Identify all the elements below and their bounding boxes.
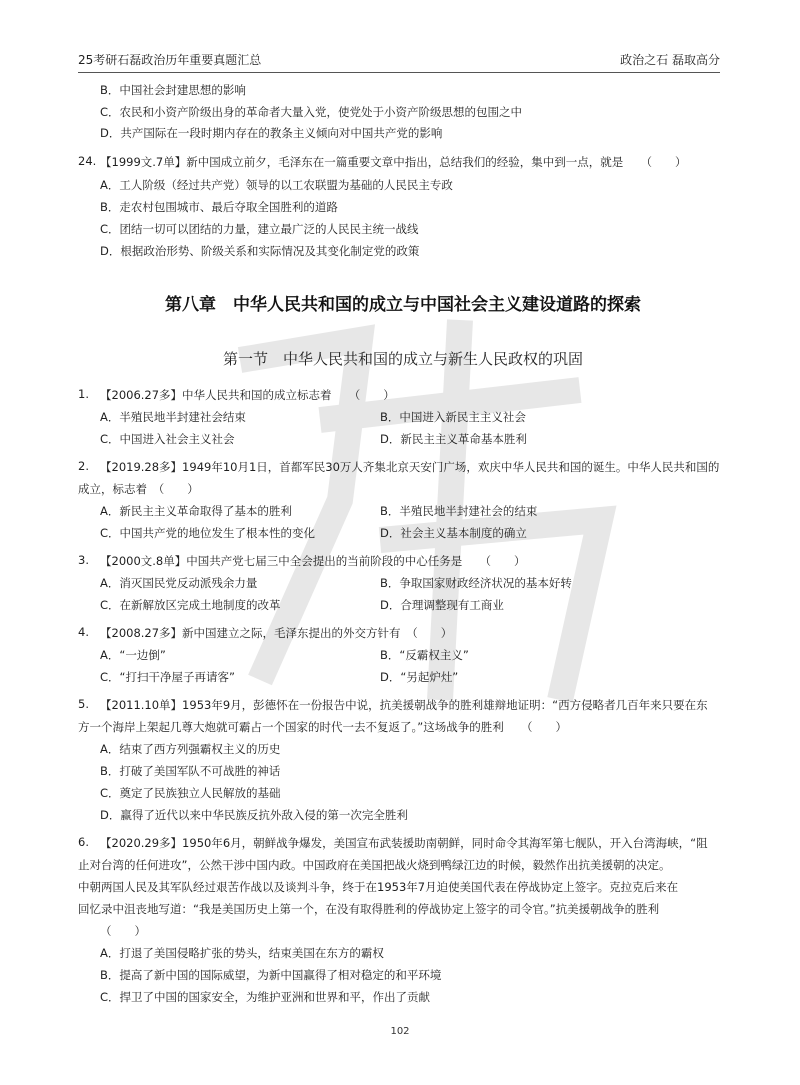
option-line: B．打破了美国军队不可战胜的神话	[100, 764, 281, 778]
option-line: A．半殖民地半封建社会结束	[100, 410, 246, 424]
option-line: A．消灭国民党反动派残余力量	[100, 576, 258, 590]
section-title: 第一节 中华人民共和国的成立与新生人民政权的巩固	[222, 350, 583, 368]
option-line: B．走农村包围城市、最后夺取全国胜利的道路	[100, 200, 338, 214]
option-line: C．在新解放区完成土地制度的改革	[100, 598, 281, 612]
question-number: 24.	[78, 154, 97, 168]
option-line: C．奠定了民族独立人民解放的基础	[100, 786, 281, 800]
question-number: 6.	[78, 835, 89, 849]
option-line: B．“反霸权主义”	[380, 648, 469, 662]
option-line: B．中国进入新民主主义社会	[380, 410, 526, 424]
option-line: C．团结一切可以团结的力量，建立最广泛的人民民主统一战线	[100, 222, 419, 236]
question-number: 1.	[78, 387, 89, 401]
option-line: B．争取国家财政经济状况的基本好转	[380, 576, 572, 590]
question-text: 中朝两国人民及其军队经过艰苦作战以及谈判斗争，终于在1953年7月迫使美国代表在停战协定上签字。克拉克后来在	[78, 880, 679, 894]
question-text: 止对台湾的任何进攻”，公然干涉中国内政。中国政府在美国把战火烧到鸭绿江边的时候，毅然作出抗美援朝的决定。	[78, 858, 671, 872]
question-number: 2.	[78, 459, 89, 473]
question-text: 【1999文.7单】新中国成立前夕，毛泽东在一篇重要文章中指出，总结我们的经验，集中到一点，就是 （ ）	[100, 155, 687, 169]
option-line: B．提高了新中国的国际威望，为新中国赢得了相对稳定的和平环境	[100, 968, 442, 982]
chapter-title: 第八章 中华人民共和国的成立与中国社会主义建设道路的探索	[165, 295, 641, 315]
page-header	[78, 48, 720, 73]
option-line: B．中国社会封建思想的影响	[100, 83, 246, 97]
option-line: C．中国共产党的地位发生了根本性的变化	[100, 526, 316, 540]
option-line: D．新民主主义革命基本胜利	[380, 432, 527, 446]
option-line: D．“另起炉灶”	[380, 670, 459, 684]
question-text: 【2006.27多】中华人民共和国的成立标志着 （ ）	[100, 388, 395, 402]
question-number: 3.	[78, 553, 89, 567]
question-text: 成立，标志着 （ ）	[78, 482, 199, 496]
option-line: A．“一边倒”	[100, 648, 166, 662]
question-number: 4.	[78, 625, 89, 639]
option-line: C．“打扫干净屋子再请客”	[100, 670, 235, 684]
option-line: A．打退了美国侵略扩张的势头，结束美国在东方的霸权	[100, 946, 384, 960]
option-line: B．半殖民地半封建社会的结束	[380, 504, 538, 518]
question-text: 回忆录中沮丧地写道：“我是美国历史上第一个，在没有取得胜利的停战协定上签字的司令官。”抗美援朝战争的胜利	[78, 902, 660, 916]
option-line: A．新民主主义革命取得了基本的胜利	[100, 504, 292, 518]
header-title: 25考研石磊政治历年重要真题汇总	[78, 53, 262, 67]
option-line: A．结束了西方列强霸权主义的历史	[100, 742, 281, 756]
question-text: 【2019.28多】1949年10月1日，首都军民30万人齐集北京天安门广场，欢庆中华人民共和国的诞生。中华人民共和国的	[100, 460, 720, 474]
question-text: 【2008.27多】新中国建立之际，毛泽东提出的外交方针有 （ ）	[100, 626, 453, 640]
option-line: D．根据政治形势、阶级关系和实际情况及其变化制定党的政策	[100, 244, 420, 258]
option-line: C．农民和小资产阶级出身的革命者大量入党，使党处于小资产阶级思想的包围之中	[100, 105, 523, 119]
option-line: D．合理调整现有工商业	[380, 598, 504, 612]
option-line: D．共产国际在一段时期内存在的教条主义倾向对中国共产党的影响	[100, 126, 443, 140]
question-text: 【2000文.8单】中国共产党七届三中全会提出的当前阶段的中心任务是 （ ）	[100, 554, 526, 568]
option-line: D．赢得了近代以来中华民族反抗外敌入侵的第一次完全胜利	[100, 808, 408, 822]
question-text: 方一个海岸上架起几尊大炮就可霸占一个国家的时代一去不复返了。”这场战争的胜利 （ ）	[78, 720, 567, 734]
question-text: 【2020.29多】1950年6月，朝鲜战争爆发，美国宣布武装援助南朝鲜，同时命令其海军第七舰队，开入台湾海峡，“阻	[100, 836, 708, 850]
option-line: C．捍卫了中国的国家安全，为维护亚洲和世界和平，作出了贡献	[100, 990, 431, 1004]
question-text: （ ）	[100, 924, 146, 938]
option-line: A．工人阶级（经过共产党）领导的以工农联盟为基础的人民民主专政	[100, 178, 453, 192]
question-text: 【2011.10单】1953年9月，彭德怀在一份报告中说，抗美援朝战争的胜利雄辩地证明：“西方侵略者几百年来只要在东	[100, 698, 708, 712]
option-line: C．中国进入社会主义社会	[100, 432, 235, 446]
header-slogan: 政治之石 磊取高分	[620, 53, 720, 67]
question-24	[78, 154, 96, 168]
question-number: 5.	[78, 697, 89, 711]
page-number: 102	[390, 1026, 410, 1037]
option-line: D．社会主义基本制度的确立	[380, 526, 527, 540]
